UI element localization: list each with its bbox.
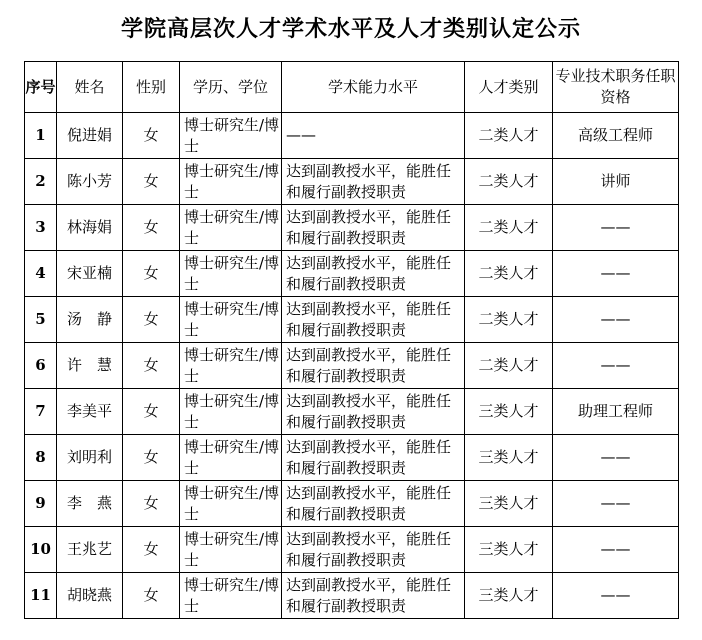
cell-type: 二类人才 bbox=[465, 159, 553, 205]
header-edu: 学历、学位 bbox=[180, 62, 282, 113]
cell-gender: 女 bbox=[123, 297, 180, 343]
cell-qual: 高级工程师 bbox=[553, 113, 679, 159]
cell-no: 11 bbox=[25, 573, 57, 619]
cell-edu: 博士研究生/博士 bbox=[180, 573, 282, 619]
cell-name: 胡晓燕 bbox=[57, 573, 123, 619]
cell-ability: 达到副教授水平，能胜任和履行副教授职责 bbox=[282, 573, 465, 619]
table-row bbox=[25, 113, 679, 159]
cell-gender: 女 bbox=[123, 251, 180, 297]
cell-type: 二类人才 bbox=[465, 297, 553, 343]
table-row bbox=[25, 297, 679, 343]
header-gender: 性别 bbox=[123, 62, 180, 113]
cell-qual: —— bbox=[553, 251, 679, 297]
cell-no: 9 bbox=[25, 481, 57, 527]
cell-edu: 博士研究生/博士 bbox=[180, 343, 282, 389]
header-name: 姓名 bbox=[57, 62, 123, 113]
cell-qual: —— bbox=[553, 205, 679, 251]
cell-name: 李美平 bbox=[57, 389, 123, 435]
cell-name: 倪进娟 bbox=[57, 113, 123, 159]
cell-name: 陈小芳 bbox=[57, 159, 123, 205]
table-row bbox=[25, 159, 679, 205]
cell-gender: 女 bbox=[123, 205, 180, 251]
cell-ability: 达到副教授水平，能胜任和履行副教授职责 bbox=[282, 159, 465, 205]
cell-ability: 达到副教授水平，能胜任和履行副教授职责 bbox=[282, 481, 465, 527]
cell-ability: 达到副教授水平，能胜任和履行副教授职责 bbox=[282, 205, 465, 251]
cell-type: 二类人才 bbox=[465, 251, 553, 297]
cell-edu: 博士研究生/博士 bbox=[180, 159, 282, 205]
cell-name: 宋亚楠 bbox=[57, 251, 123, 297]
header-no: 序号 bbox=[25, 62, 57, 113]
cell-no: 4 bbox=[25, 251, 57, 297]
cell-qual: —— bbox=[553, 481, 679, 527]
cell-no: 3 bbox=[25, 205, 57, 251]
cell-qual: —— bbox=[553, 343, 679, 389]
cell-no: 5 bbox=[25, 297, 57, 343]
table-row bbox=[25, 389, 679, 435]
table-row bbox=[25, 573, 679, 619]
cell-ability: —— bbox=[282, 113, 465, 159]
cell-name: 刘明利 bbox=[57, 435, 123, 481]
cell-name: 林海娟 bbox=[57, 205, 123, 251]
cell-gender: 女 bbox=[123, 159, 180, 205]
cell-edu: 博士研究生/博士 bbox=[180, 113, 282, 159]
table-row bbox=[25, 343, 679, 389]
cell-type: 三类人才 bbox=[465, 435, 553, 481]
cell-type: 二类人才 bbox=[465, 343, 553, 389]
cell-name: 许 慧 bbox=[57, 343, 123, 389]
cell-qual: 助理工程师 bbox=[553, 389, 679, 435]
cell-edu: 博士研究生/博士 bbox=[180, 527, 282, 573]
cell-qual: —— bbox=[553, 297, 679, 343]
cell-edu: 博士研究生/博士 bbox=[180, 481, 282, 527]
cell-type: 三类人才 bbox=[465, 389, 553, 435]
cell-gender: 女 bbox=[123, 389, 180, 435]
header-type: 人才类别 bbox=[465, 62, 553, 113]
cell-no: 10 bbox=[25, 527, 57, 573]
cell-type: 二类人才 bbox=[465, 205, 553, 251]
cell-no: 2 bbox=[25, 159, 57, 205]
page-title: 学院高层次人才学术水平及人才类别认定公示 bbox=[120, 17, 581, 42]
cell-ability: 达到副教授水平，能胜任和履行副教授职责 bbox=[282, 251, 465, 297]
cell-ability: 达到副教授水平，能胜任和履行副教授职责 bbox=[282, 343, 465, 389]
cell-ability: 达到副教授水平，能胜任和履行副教授职责 bbox=[282, 435, 465, 481]
cell-gender: 女 bbox=[123, 343, 180, 389]
cell-edu: 博士研究生/博士 bbox=[180, 435, 282, 481]
cell-no: 6 bbox=[25, 343, 57, 389]
cell-type: 三类人才 bbox=[465, 481, 553, 527]
cell-gender: 女 bbox=[123, 435, 180, 481]
cell-type: 二类人才 bbox=[465, 113, 553, 159]
cell-gender: 女 bbox=[123, 113, 180, 159]
cell-edu: 博士研究生/博士 bbox=[180, 297, 282, 343]
cell-gender: 女 bbox=[123, 481, 180, 527]
cell-ability: 达到副教授水平，能胜任和履行副教授职责 bbox=[282, 297, 465, 343]
cell-no: 1 bbox=[25, 113, 57, 159]
table-row bbox=[25, 205, 679, 251]
table-header-row bbox=[25, 62, 679, 113]
table-body bbox=[25, 113, 679, 619]
cell-gender: 女 bbox=[123, 527, 180, 573]
cell-qual: —— bbox=[553, 527, 679, 573]
header-ability: 学术能力水平 bbox=[282, 62, 465, 113]
cell-ability: 达到副教授水平，能胜任和履行副教授职责 bbox=[282, 389, 465, 435]
cell-name: 汤 静 bbox=[57, 297, 123, 343]
cell-no: 8 bbox=[25, 435, 57, 481]
table-row bbox=[25, 435, 679, 481]
cell-no: 7 bbox=[25, 389, 57, 435]
cell-qual: 讲师 bbox=[553, 159, 679, 205]
cell-edu: 博士研究生/博士 bbox=[180, 389, 282, 435]
cell-type: 三类人才 bbox=[465, 527, 553, 573]
cell-type: 三类人才 bbox=[465, 573, 553, 619]
cell-gender: 女 bbox=[123, 573, 180, 619]
cell-ability: 达到副教授水平，能胜任和履行副教授职责 bbox=[282, 527, 465, 573]
cell-edu: 博士研究生/博士 bbox=[180, 205, 282, 251]
cell-edu: 博士研究生/博士 bbox=[180, 251, 282, 297]
cell-name: 王兆艺 bbox=[57, 527, 123, 573]
cell-qual: —— bbox=[553, 573, 679, 619]
table-row bbox=[25, 527, 679, 573]
cell-name: 李 燕 bbox=[57, 481, 123, 527]
header-qual: 专业技术职务任职资格 bbox=[553, 62, 679, 113]
talent-table bbox=[24, 61, 679, 619]
table-row bbox=[25, 481, 679, 527]
cell-qual: —— bbox=[553, 435, 679, 481]
table-row bbox=[25, 251, 679, 297]
